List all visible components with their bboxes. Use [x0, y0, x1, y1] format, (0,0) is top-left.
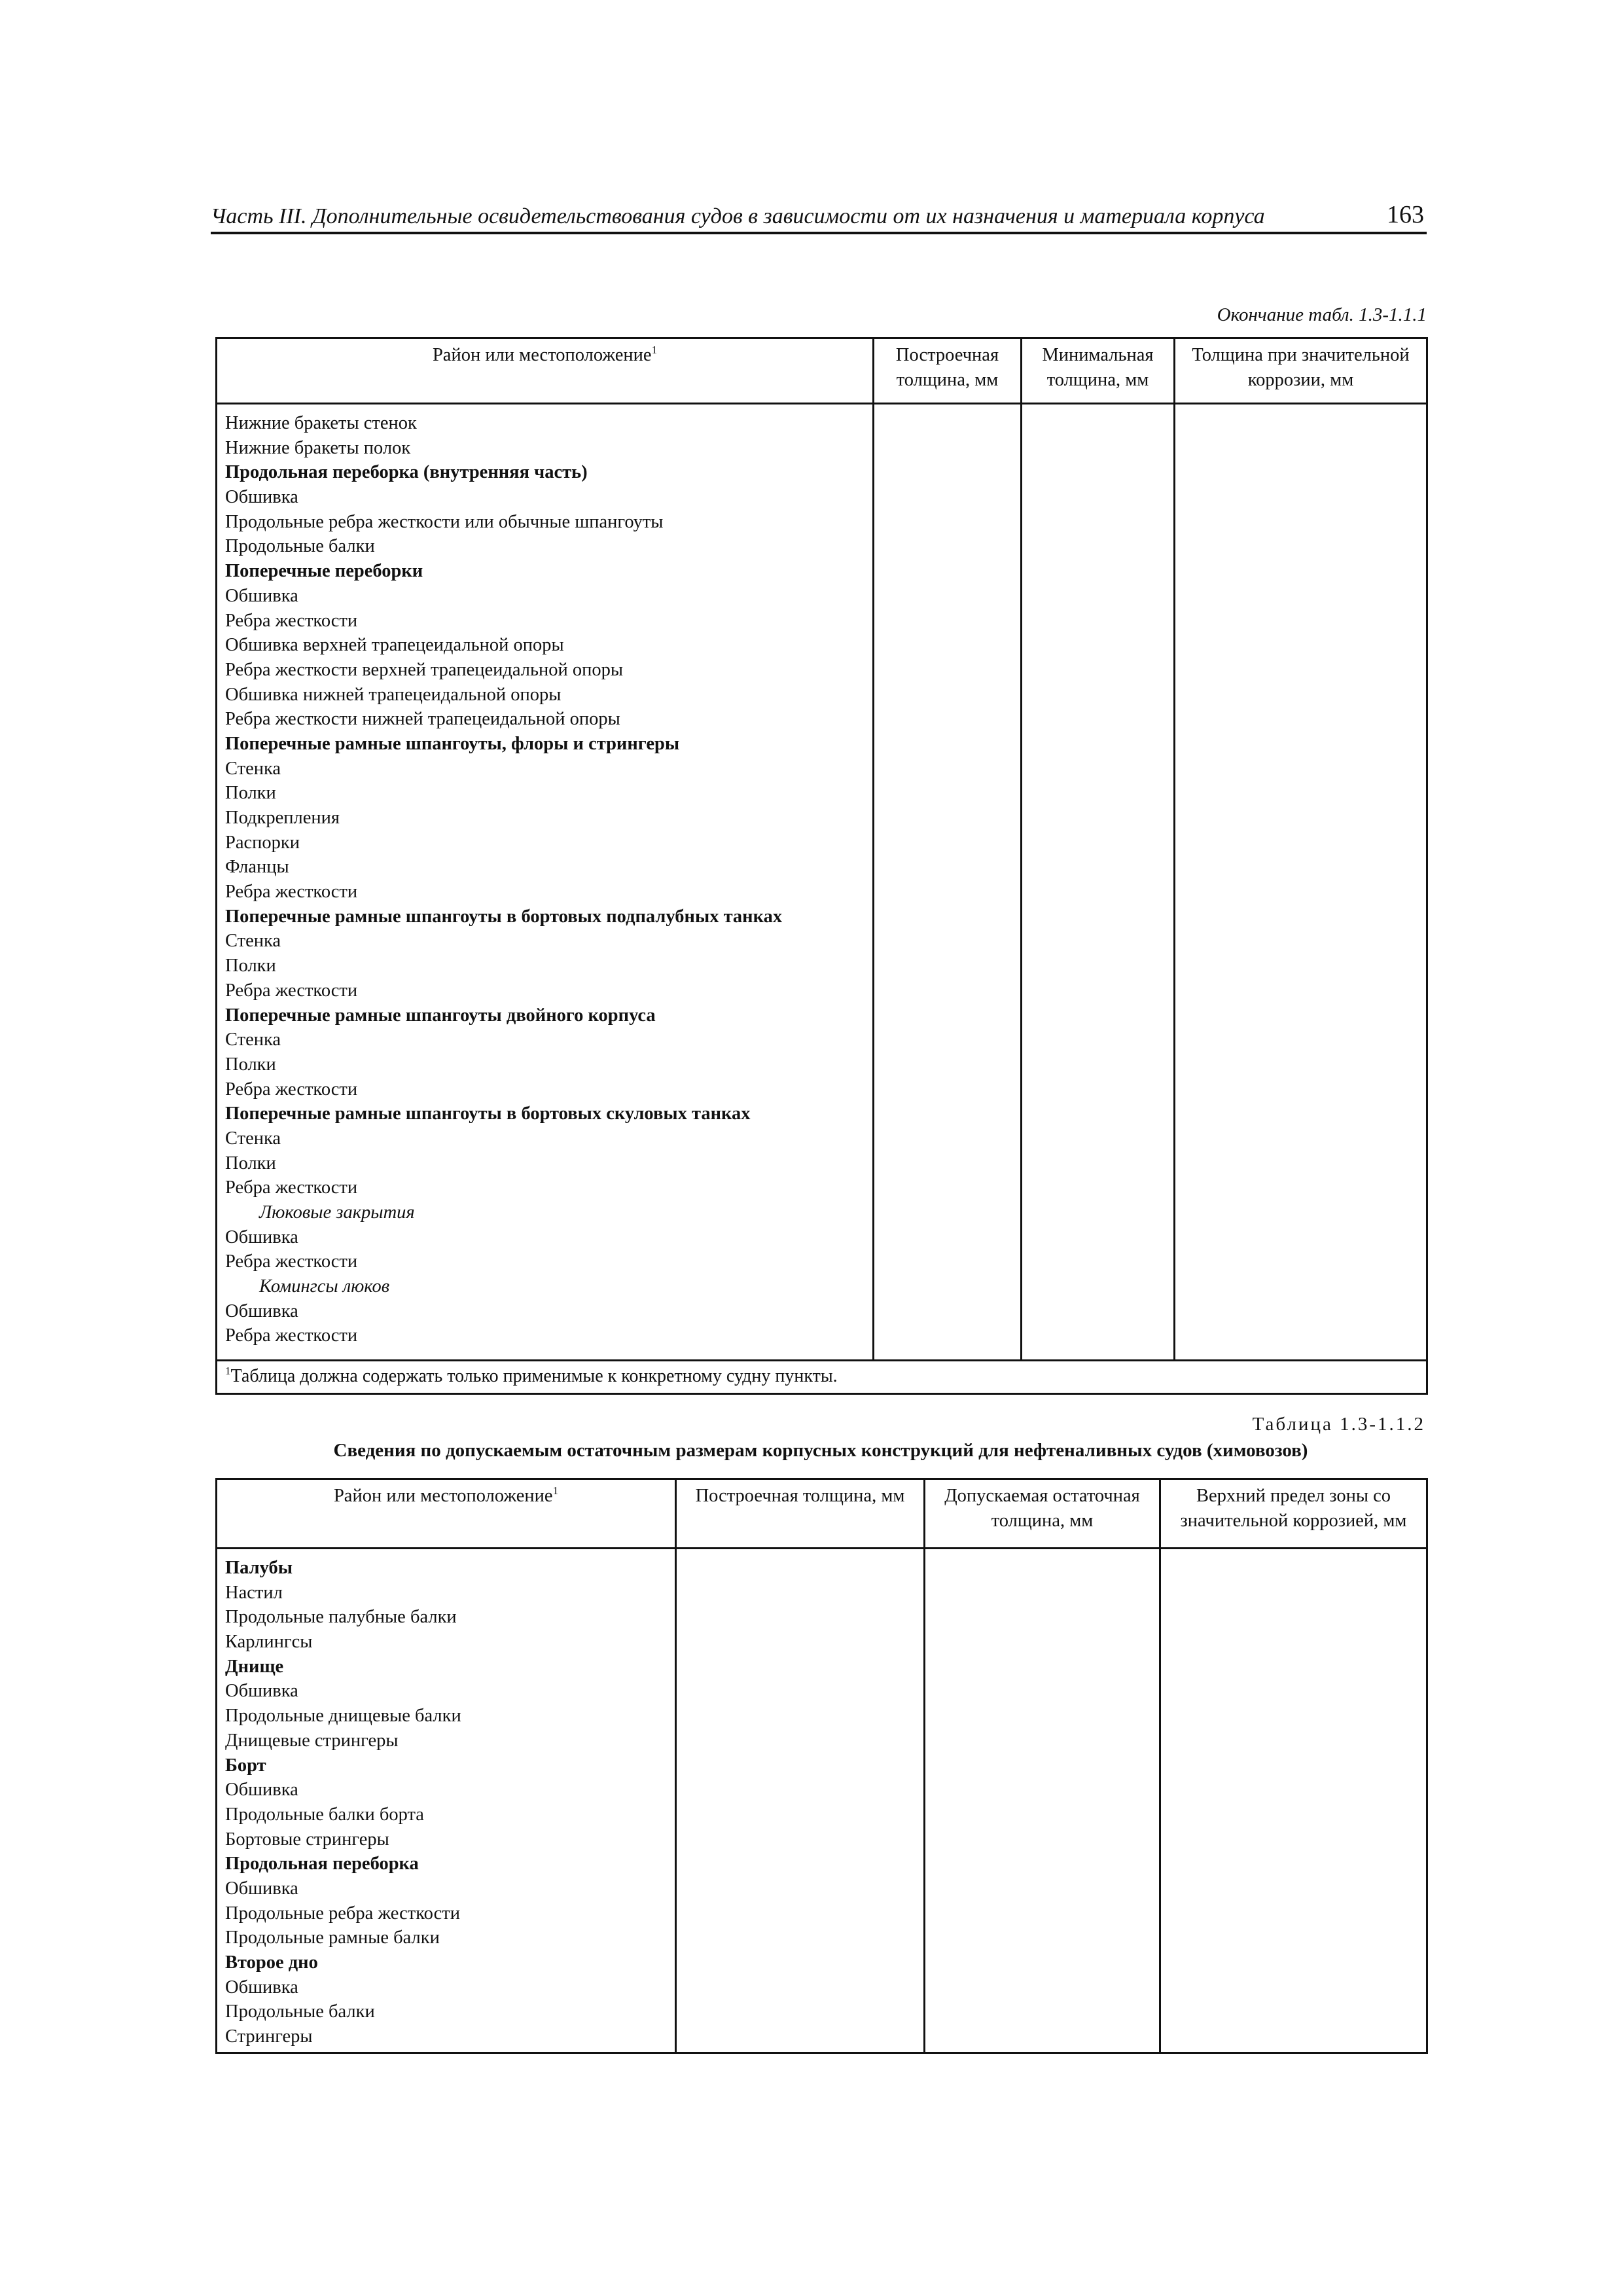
table2-col-allowed-thickness: Допускаемая остаточная толщина, мм: [925, 1479, 1160, 1549]
table2-built-thickness-values: [676, 1549, 925, 2053]
table2-caption: Сведения по допускаемым остаточным размерам корпусных конструкций для нефтеналивных судов (химовозов): [333, 1440, 1308, 1461]
table1-min-thickness-values: [1022, 404, 1175, 1361]
table1-continuation-note: Окончание табл. 1.3-1.1.1: [1217, 304, 1427, 325]
table-row: Обшивка верхней трапецеидальной опоры: [225, 635, 564, 656]
table-row: Стрингеры: [225, 2026, 313, 2047]
section-heading: Поперечные переборки: [225, 561, 423, 582]
table-row: Продольные палубные балки: [225, 1607, 457, 1628]
table2-col-built-thickness: Построечная толщина, мм: [676, 1479, 925, 1549]
table-row: Днищевые стрингеры: [225, 1730, 399, 1751]
table-row: Бортовые стрингеры: [225, 1829, 389, 1850]
table-row: Распорки: [225, 832, 300, 853]
table-row: Обшивка: [225, 1227, 298, 1247]
section-heading: Поперечные рамные шпангоуты в бортовых скуловых танках: [225, 1103, 751, 1124]
table-row: Ребра жесткости: [225, 1079, 358, 1100]
table-row: Настил: [225, 1582, 283, 1603]
table-row: Полки: [225, 1153, 276, 1174]
table-row: Стенка: [225, 1128, 281, 1149]
table-row: Продольные балки борта: [225, 1804, 424, 1825]
page-number: 163: [1387, 201, 1424, 228]
table1-corrosion-thickness-values: [1175, 404, 1427, 1361]
table-row: Стенка: [225, 931, 281, 952]
table1-col-built-thickness: Построечная толщина, мм: [874, 338, 1022, 404]
table-row: Ребра жесткости: [225, 980, 358, 1001]
table-row: Полки: [225, 783, 276, 804]
subsection-heading: Комингсы люков: [259, 1276, 390, 1297]
table-row: Продольные ребра жесткости: [225, 1903, 460, 1924]
section-heading: Днище: [225, 1656, 284, 1677]
table-row: Обшивка: [225, 487, 298, 508]
table-row: Обшивка: [225, 1780, 298, 1801]
running-title: Часть III. Дополнительные освидетельствования судов в зависимости от их назначения и материала корпуса: [211, 204, 1265, 228]
table-row: Обшивка: [225, 585, 298, 606]
table-row: Полки: [225, 956, 276, 977]
table-row: Ребра жесткости верхней трапецеидальной опоры: [225, 659, 624, 680]
section-heading: Продольная переборка (внутренняя часть): [225, 462, 588, 483]
table2-col-location: Район или местоположение$^1$: [217, 1479, 676, 1549]
table2-corrosion-limit-values: [1160, 1549, 1427, 2053]
section-heading: Продольная переборка: [225, 1854, 419, 1874]
table1-location-list: [217, 404, 874, 1361]
table2-location-list: [217, 1549, 676, 2053]
table-row: Карлингсы: [225, 1632, 313, 1653]
section-heading: Поперечные рамные шпангоуты, флоры и стрингеры: [225, 733, 680, 754]
table-row: Продольные ребра жесткости или обычные шпангоуты: [225, 511, 664, 532]
section-heading: Палубы: [225, 1558, 293, 1578]
table1-col-min-thickness: Минимальная толщина, мм: [1022, 338, 1175, 404]
table1-built-thickness-values: [874, 404, 1022, 1361]
subsection-heading: Люковые закрытия: [259, 1202, 415, 1223]
table-row: Продольные рамные балки: [225, 1928, 440, 1948]
table-row: Фланцы: [225, 857, 289, 878]
section-heading: Поперечные рамные шпангоуты двойного корпуса: [225, 1005, 656, 1026]
table-row: Ребра жесткости: [225, 1325, 358, 1346]
page-header: [211, 196, 1427, 234]
table1-col-location: Район или местоположение$^1$: [217, 338, 874, 404]
table-row: Ребра жесткости: [225, 882, 358, 903]
table-row: Ребра жесткости: [225, 1251, 358, 1272]
table-row: Обшивка: [225, 1300, 298, 1321]
table-row: Продольные днищевые балки: [225, 1706, 461, 1727]
table1-col-corrosion-thickness: Толщина при значительной коррозии, мм: [1175, 338, 1427, 404]
table-row: Нижние бракеты стенок: [225, 413, 417, 433]
section-heading: Второе дно: [225, 1952, 318, 1973]
table-row: Продольные балки: [225, 2001, 375, 2022]
table2: [215, 1478, 1428, 2054]
table-row: Ребра жесткости: [225, 610, 358, 631]
table-row: Обшивка нижней трапецеидальной опоры: [225, 684, 562, 705]
table-row: Стенка: [225, 1030, 281, 1050]
table-row: Нижние бракеты полок: [225, 437, 411, 458]
table-row: Обшивка: [225, 1878, 298, 1899]
table-row: Ребра жесткости: [225, 1177, 358, 1198]
table2-allowed-thickness-values: [925, 1549, 1160, 2053]
table-row: Стенка: [225, 758, 281, 779]
section-heading: Борт: [225, 1755, 266, 1776]
table-row: Обшивка: [225, 1681, 298, 1702]
table1-footnote: $^1$Таблица должна содержать только применимые к конкретному судну пункты.: [217, 1361, 1427, 1394]
table-row: Полки: [225, 1054, 276, 1075]
table2-label: Таблица 1.3-1.1.2: [1252, 1414, 1425, 1435]
table-row: Ребра жесткости нижней трапецеидальной опоры: [225, 709, 620, 730]
table2-header-row: [217, 1479, 1427, 1549]
table1-header-row: [217, 338, 1427, 404]
table1: [215, 337, 1428, 1395]
table2-body-row: [217, 1549, 1427, 2053]
table1-body-row: [217, 404, 1427, 1361]
table1-footnote-row: [217, 1361, 1427, 1394]
table-row: Обшивка: [225, 1977, 298, 1998]
table-row: Продольные балки: [225, 536, 375, 557]
table2-col-corrosion-limit: Верхний предел зоны со значительной коррозией, мм: [1160, 1479, 1427, 1549]
section-heading: Поперечные рамные шпангоуты в бортовых подпалубных танках: [225, 906, 783, 927]
table-row: Подкрепления: [225, 808, 340, 828]
